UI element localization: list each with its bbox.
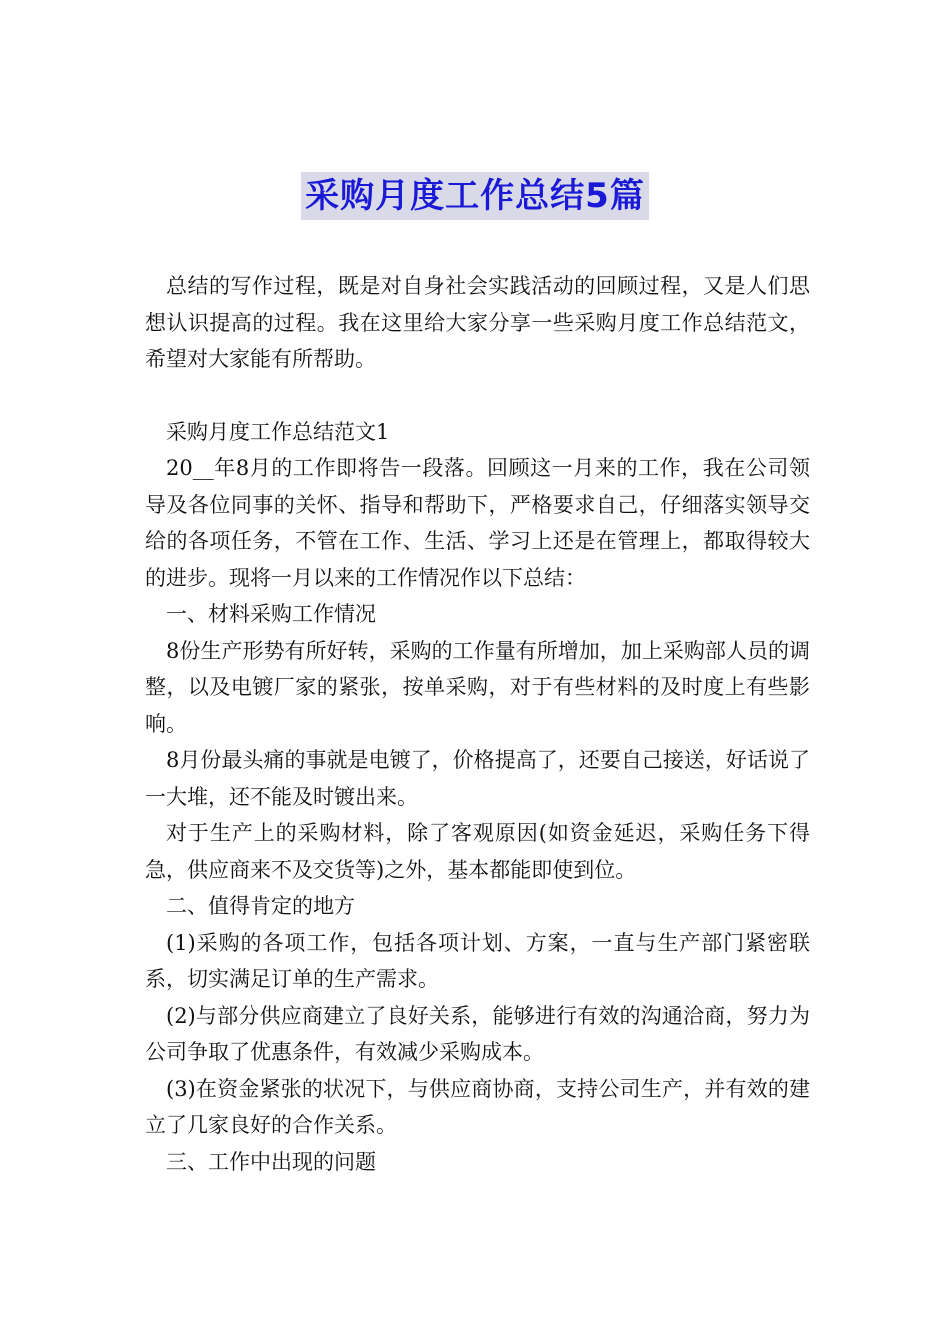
body-paragraph: (3)在资金紧张的状况下，与供应商协商，支持公司生产，并有效的建立了几家良好的合作关系。 <box>145 1076 810 1137</box>
title-container <box>0 172 950 220</box>
document-body <box>145 268 810 1180</box>
paragraph-gap <box>145 378 810 414</box>
body-paragraph: 8月份最头痛的事就是电镀了，价格提高了，还要自己接送，好话说了一大堆，还不能及时镀出来。 <box>145 748 810 809</box>
subheading: 一、材料采购工作情况 <box>166 602 376 626</box>
body-paragraph: (2)与部分供应商建立了良好关系，能够进行有效的沟通洽商，努力为公司争取了优惠条件，有效减少采购成本。 <box>145 1003 810 1064</box>
body-paragraph: 8份生产形势有所好转，采购的工作量有所增加，加上采购部人员的调整，以及电镀厂家的紧张，按单采购，对于有些材料的及时度上有些影响。 <box>145 638 810 736</box>
document-title: 采购月度工作总结5篇 <box>301 172 649 220</box>
subheading: 二、值得肯定的地方 <box>166 894 355 918</box>
body-paragraph: (1)采购的各项工作，包括各项计划、方案，一直与生产部门紧密联系，切实满足订单的生产需求。 <box>145 930 810 991</box>
body-paragraph: 20__年8月的工作即将告一段落。回顾这一月来的工作，我在公司领导及各位同事的关怀、指导和帮助下，严格要求自己，仔细落实领导交给的各项任务，不管在工作、生活、学习上还是在管理上，都取得较大的进步。现将一月以来的工作情况作以下总结： <box>145 456 810 590</box>
intro-paragraph: 总结的写作过程，既是对自身社会实践活动的回顾过程，又是人们思想认识提高的过程。我在这里给大家分享一些采购月度工作总结范文，希望对大家能有所帮助。 <box>145 274 810 371</box>
body-paragraph: 对于生产上的采购材料，除了客观原因(如资金延迟，采购任务下得急，供应商来不及交货等)之外，基本都能即使到位。 <box>145 821 810 882</box>
subheading: 三、工作中出现的问题 <box>166 1149 376 1174</box>
section-heading: 采购月度工作总结范文1 <box>166 419 390 444</box>
